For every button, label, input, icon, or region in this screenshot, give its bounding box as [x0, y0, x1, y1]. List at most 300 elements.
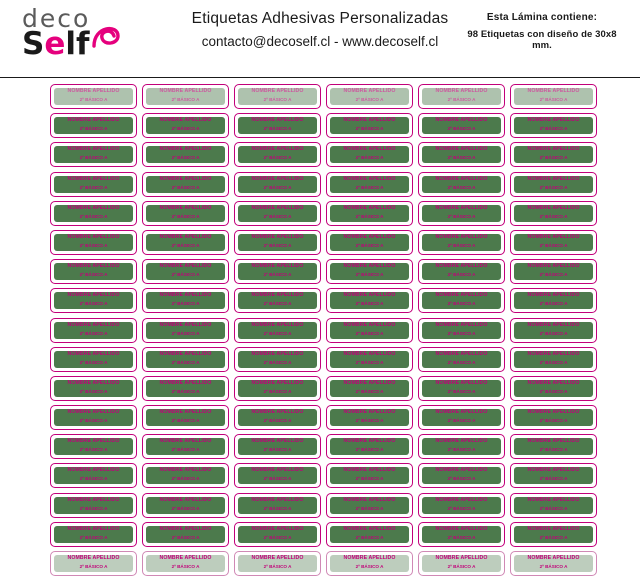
label-name-text: NOMBRE APELLIDO — [527, 146, 580, 153]
label-cell[interactable] — [234, 493, 321, 518]
label-cell[interactable] — [234, 434, 321, 459]
label-cell[interactable] — [326, 318, 413, 343]
label-name-text: NOMBRE APELLIDO — [343, 379, 396, 386]
label-class-text: 2º BÁSICO A — [79, 97, 108, 102]
label-class-text: 2º BÁSICO A — [171, 418, 200, 424]
label-class-text: 2º BÁSICO A — [263, 359, 292, 365]
label-class-text: 2º BÁSICO A — [447, 388, 476, 394]
label-cell[interactable] — [50, 113, 137, 138]
label-cell[interactable] — [142, 551, 229, 576]
label-cell[interactable] — [510, 84, 597, 109]
label-name-text: NOMBRE APELLIDO — [343, 525, 396, 532]
label-name-text: NOMBRE APELLIDO — [67, 146, 120, 153]
label-name-text: NOMBRE APELLIDO — [67, 175, 120, 182]
label-cell[interactable] — [50, 522, 137, 547]
label-class-text: 2º BÁSICO A — [79, 476, 108, 482]
label-class-text: 2º BÁSICO A — [171, 534, 200, 540]
label-name-text: NOMBRE APELLIDO — [343, 146, 396, 153]
label-name-text: NOMBRE APELLIDO — [435, 175, 488, 182]
label-cell[interactable] — [142, 405, 229, 430]
label-class-text: 2º BÁSICO A — [539, 534, 568, 540]
label-cell[interactable] — [50, 405, 137, 430]
label-cell[interactable] — [50, 142, 137, 167]
label-cell[interactable] — [142, 142, 229, 167]
label-class-text: 2º BÁSICO A — [263, 184, 292, 190]
label-cell[interactable] — [234, 259, 321, 284]
label-class-text: 2º BÁSICO A — [355, 242, 384, 248]
label-name-text: NOMBRE APELLIDO — [67, 88, 120, 94]
label-cell[interactable] — [510, 493, 597, 518]
label-cell[interactable] — [234, 463, 321, 488]
label-name-text: NOMBRE APELLIDO — [527, 438, 580, 445]
label-cell[interactable] — [418, 288, 505, 313]
label-name-text: NOMBRE APELLIDO — [435, 263, 488, 270]
label-cell[interactable] — [50, 84, 137, 109]
label-cell[interactable] — [510, 347, 597, 372]
label-name-text: NOMBRE APELLIDO — [343, 175, 396, 182]
label-cell[interactable] — [142, 259, 229, 284]
label-cell[interactable] — [326, 551, 413, 576]
label-name-text: NOMBRE APELLIDO — [343, 233, 396, 240]
label-cell[interactable] — [510, 259, 597, 284]
label-name-text: NOMBRE APELLIDO — [251, 409, 304, 416]
label-name-text: NOMBRE APELLIDO — [435, 292, 488, 299]
label-class-text: 2º BÁSICO A — [447, 359, 476, 365]
label-name-text: NOMBRE APELLIDO — [527, 292, 580, 299]
label-name-text: NOMBRE APELLIDO — [251, 292, 304, 299]
label-cell[interactable] — [142, 463, 229, 488]
label-cell[interactable] — [326, 522, 413, 547]
label-name-text: NOMBRE APELLIDO — [435, 146, 488, 153]
label-name-text: NOMBRE APELLIDO — [159, 467, 212, 474]
label-cell[interactable] — [326, 463, 413, 488]
label-class-text: 2º BÁSICO A — [171, 330, 200, 336]
label-class-text: 2º BÁSICO A — [355, 184, 384, 190]
label-name-text: NOMBRE APELLIDO — [251, 263, 304, 270]
sheet-info — [458, 12, 626, 51]
label-class-text: 2º BÁSICO A — [539, 155, 568, 161]
label-class-text: 2º BÁSICO A — [171, 242, 200, 248]
label-class-text: 2º BÁSICO A — [355, 330, 384, 336]
label-cell[interactable] — [326, 405, 413, 430]
label-cell[interactable] — [50, 318, 137, 343]
label-class-text: 2º BÁSICO A — [171, 301, 200, 307]
label-name-text: NOMBRE APELLIDO — [251, 88, 304, 94]
logo-text-deco: deco — [22, 4, 91, 33]
label-class-text: 2º BÁSICO A — [355, 155, 384, 161]
label-name-text: NOMBRE APELLIDO — [527, 555, 580, 561]
label-name-text: NOMBRE APELLIDO — [67, 555, 120, 561]
label-class-text: 2º BÁSICO A — [171, 126, 200, 132]
sheet-header — [0, 0, 640, 78]
label-name-text: NOMBRE APELLIDO — [435, 117, 488, 124]
label-class-text: 2º BÁSICO A — [79, 126, 108, 132]
label-class-text: 2º BÁSICO A — [171, 476, 200, 482]
label-name-text: NOMBRE APELLIDO — [67, 496, 120, 503]
label-class-text: 2º BÁSICO A — [447, 505, 476, 511]
label-class-text: 2º BÁSICO A — [447, 301, 476, 307]
label-name-text: NOMBRE APELLIDO — [67, 117, 120, 124]
label-name-text: NOMBRE APELLIDO — [435, 467, 488, 474]
label-class-text: 2º BÁSICO A — [355, 359, 384, 365]
label-class-text: 2º BÁSICO A — [263, 564, 292, 569]
label-class-text: 2º BÁSICO A — [539, 126, 568, 132]
label-cell[interactable] — [418, 172, 505, 197]
label-name-text: NOMBRE APELLIDO — [435, 496, 488, 503]
label-name-text: NOMBRE APELLIDO — [343, 496, 396, 503]
label-class-text: 2º BÁSICO A — [79, 564, 108, 569]
label-name-text: NOMBRE APELLIDO — [435, 233, 488, 240]
label-class-text: 2º BÁSICO A — [171, 564, 200, 569]
label-name-text: NOMBRE APELLIDO — [527, 409, 580, 416]
label-cell[interactable] — [510, 172, 597, 197]
label-class-text: 2º BÁSICO A — [355, 564, 384, 569]
label-cell[interactable] — [326, 493, 413, 518]
label-class-text: 2º BÁSICO A — [447, 330, 476, 336]
label-cell[interactable] — [50, 463, 137, 488]
label-class-text: 2º BÁSICO A — [539, 330, 568, 336]
label-class-text: 2º BÁSICO A — [263, 155, 292, 161]
label-name-text: NOMBRE APELLIDO — [435, 409, 488, 416]
label-class-text: 2º BÁSICO A — [447, 447, 476, 453]
label-class-text: 2º BÁSICO A — [171, 447, 200, 453]
label-cell[interactable] — [418, 259, 505, 284]
label-class-text: 2º BÁSICO A — [79, 388, 108, 394]
label-name-text: NOMBRE APELLIDO — [527, 263, 580, 270]
label-class-text: 2º BÁSICO A — [539, 242, 568, 248]
label-cell[interactable] — [50, 551, 137, 576]
label-class-text: 2º BÁSICO A — [355, 505, 384, 511]
label-class-text: 2º BÁSICO A — [263, 330, 292, 336]
label-cell[interactable] — [418, 405, 505, 430]
label-name-text: NOMBRE APELLIDO — [159, 88, 212, 94]
label-cell[interactable] — [142, 230, 229, 255]
label-name-text: NOMBRE APELLIDO — [251, 117, 304, 124]
label-name-text: NOMBRE APELLIDO — [159, 321, 212, 328]
label-class-text: 2º BÁSICO A — [539, 564, 568, 569]
label-cell[interactable] — [510, 522, 597, 547]
label-name-text: NOMBRE APELLIDO — [527, 321, 580, 328]
label-class-text: 2º BÁSICO A — [79, 330, 108, 336]
label-class-text: 2º BÁSICO A — [171, 272, 200, 278]
label-cell[interactable] — [326, 347, 413, 372]
label-cell[interactable] — [326, 113, 413, 138]
label-name-text: NOMBRE APELLIDO — [159, 379, 212, 386]
label-class-text: 2º BÁSICO A — [355, 418, 384, 424]
label-cell[interactable] — [418, 376, 505, 401]
label-name-text: NOMBRE APELLIDO — [527, 175, 580, 182]
label-cell[interactable] — [510, 463, 597, 488]
label-cell[interactable] — [234, 551, 321, 576]
label-cell[interactable] — [510, 201, 597, 226]
label-class-text: 2º BÁSICO A — [171, 359, 200, 365]
label-name-text: NOMBRE APELLIDO — [67, 321, 120, 328]
label-cell[interactable] — [510, 113, 597, 138]
label-class-text: 2º BÁSICO A — [263, 476, 292, 482]
label-name-text: NOMBRE APELLIDO — [67, 379, 120, 386]
label-name-text: NOMBRE APELLIDO — [251, 496, 304, 503]
label-cell[interactable] — [142, 522, 229, 547]
label-class-text: 2º BÁSICO A — [263, 301, 292, 307]
label-cell[interactable] — [418, 201, 505, 226]
label-name-text: NOMBRE APELLIDO — [251, 350, 304, 357]
label-cell[interactable] — [234, 347, 321, 372]
label-class-text: 2º BÁSICO A — [539, 213, 568, 219]
label-class-text: 2º BÁSICO A — [447, 126, 476, 132]
label-cell[interactable] — [418, 551, 505, 576]
label-name-text: NOMBRE APELLIDO — [435, 379, 488, 386]
label-name-text: NOMBRE APELLIDO — [67, 263, 120, 270]
sheet-info-line1: Esta Lámina contiene: — [486, 12, 598, 23]
label-class-text: 2º BÁSICO A — [263, 213, 292, 219]
label-cell[interactable] — [234, 113, 321, 138]
label-class-text: 2º BÁSICO A — [447, 564, 476, 569]
label-name-text: NOMBRE APELLIDO — [343, 467, 396, 474]
label-class-text: 2º BÁSICO A — [171, 155, 200, 161]
label-class-text: 2º BÁSICO A — [79, 242, 108, 248]
label-class-text: 2º BÁSICO A — [171, 505, 200, 511]
label-class-text: 2º BÁSICO A — [263, 388, 292, 394]
logo-letter-lf: lf — [65, 26, 90, 62]
label-cell[interactable] — [142, 376, 229, 401]
label-name-text: NOMBRE APELLIDO — [343, 204, 396, 211]
label-name-text: NOMBRE APELLIDO — [527, 117, 580, 124]
label-class-text: 2º BÁSICO A — [447, 272, 476, 278]
label-name-text: NOMBRE APELLIDO — [159, 350, 212, 357]
label-cell[interactable] — [142, 434, 229, 459]
label-class-text: 2º BÁSICO A — [447, 213, 476, 219]
label-name-text: NOMBRE APELLIDO — [159, 233, 212, 240]
label-cell[interactable] — [142, 113, 229, 138]
label-class-text: 2º BÁSICO A — [539, 184, 568, 190]
label-name-text: NOMBRE APELLIDO — [251, 379, 304, 386]
label-cell[interactable] — [234, 376, 321, 401]
label-cell[interactable] — [510, 318, 597, 343]
label-class-text: 2º BÁSICO A — [263, 272, 292, 278]
label-cell[interactable] — [510, 551, 597, 576]
label-name-text: NOMBRE APELLIDO — [527, 350, 580, 357]
label-name-text: NOMBRE APELLIDO — [159, 292, 212, 299]
label-class-text: 2º BÁSICO A — [263, 418, 292, 424]
label-name-text: NOMBRE APELLIDO — [527, 467, 580, 474]
label-cell[interactable] — [418, 434, 505, 459]
label-class-text: 2º BÁSICO A — [79, 272, 108, 278]
label-class-text: 2º BÁSICO A — [263, 242, 292, 248]
label-name-text: NOMBRE APELLIDO — [435, 438, 488, 445]
label-name-text: NOMBRE APELLIDO — [159, 555, 212, 561]
label-name-text: NOMBRE APELLIDO — [343, 555, 396, 561]
label-cell[interactable] — [510, 288, 597, 313]
label-class-text: 2º BÁSICO A — [355, 97, 384, 102]
label-class-text: 2º BÁSICO A — [171, 184, 200, 190]
label-name-text: NOMBRE APELLIDO — [343, 409, 396, 416]
label-cell[interactable] — [234, 84, 321, 109]
label-class-text: 2º BÁSICO A — [539, 418, 568, 424]
label-cell[interactable] — [326, 230, 413, 255]
logo-letter-s: S — [22, 26, 45, 62]
label-cell[interactable] — [50, 493, 137, 518]
label-class-text: 2º BÁSICO A — [263, 97, 292, 102]
label-name-text: NOMBRE APELLIDO — [527, 496, 580, 503]
label-cell[interactable] — [50, 230, 137, 255]
label-cell[interactable] — [142, 84, 229, 109]
label-class-text: 2º BÁSICO A — [447, 418, 476, 424]
label-class-text: 2º BÁSICO A — [355, 272, 384, 278]
label-class-text: 2º BÁSICO A — [79, 534, 108, 540]
label-name-text: NOMBRE APELLIDO — [67, 204, 120, 211]
label-class-text: 2º BÁSICO A — [171, 97, 200, 102]
label-name-text: NOMBRE APELLIDO — [251, 146, 304, 153]
label-name-text: NOMBRE APELLIDO — [251, 555, 304, 561]
label-cell[interactable] — [418, 463, 505, 488]
label-name-text: NOMBRE APELLIDO — [159, 496, 212, 503]
label-class-text: 2º BÁSICO A — [79, 184, 108, 190]
page-title: Etiquetas Adhesivas Personalizadas — [191, 10, 449, 27]
label-name-text: NOMBRE APELLIDO — [435, 204, 488, 211]
label-cell[interactable] — [418, 230, 505, 255]
label-cell[interactable] — [418, 522, 505, 547]
label-cell[interactable] — [510, 376, 597, 401]
label-class-text: 2º BÁSICO A — [263, 447, 292, 453]
label-cell[interactable] — [326, 288, 413, 313]
label-name-text: NOMBRE APELLIDO — [343, 321, 396, 328]
label-name-text: NOMBRE APELLIDO — [67, 350, 120, 357]
label-name-text: NOMBRE APELLIDO — [159, 117, 212, 124]
label-class-text: 2º BÁSICO A — [355, 301, 384, 307]
label-cell[interactable] — [142, 347, 229, 372]
label-class-text: 2º BÁSICO A — [539, 359, 568, 365]
label-class-text: 2º BÁSICO A — [539, 505, 568, 511]
label-name-text: NOMBRE APELLIDO — [159, 204, 212, 211]
label-cell[interactable] — [326, 259, 413, 284]
label-cell[interactable] — [326, 142, 413, 167]
label-name-text: NOMBRE APELLIDO — [343, 117, 396, 124]
label-name-text: NOMBRE APELLIDO — [159, 438, 212, 445]
label-name-text: NOMBRE APELLIDO — [67, 525, 120, 532]
label-cell[interactable] — [234, 288, 321, 313]
label-cell[interactable] — [326, 434, 413, 459]
label-class-text: 2º BÁSICO A — [539, 301, 568, 307]
label-name-text: NOMBRE APELLIDO — [527, 525, 580, 532]
label-class-text: 2º BÁSICO A — [447, 184, 476, 190]
label-cell[interactable] — [142, 288, 229, 313]
label-class-text: 2º BÁSICO A — [355, 447, 384, 453]
label-cell[interactable] — [418, 113, 505, 138]
label-cell[interactable] — [50, 376, 137, 401]
label-name-text: NOMBRE APELLIDO — [159, 409, 212, 416]
label-cell[interactable] — [234, 230, 321, 255]
label-cell[interactable] — [234, 142, 321, 167]
label-cell[interactable] — [326, 84, 413, 109]
label-cell[interactable] — [234, 172, 321, 197]
label-name-text: NOMBRE APELLIDO — [67, 292, 120, 299]
label-cell[interactable] — [418, 84, 505, 109]
label-name-text: NOMBRE APELLIDO — [435, 88, 488, 94]
label-cell[interactable] — [142, 201, 229, 226]
label-name-text: NOMBRE APELLIDO — [527, 233, 580, 240]
label-name-text: NOMBRE APELLIDO — [251, 525, 304, 532]
label-cell[interactable] — [418, 318, 505, 343]
label-class-text: 2º BÁSICO A — [79, 418, 108, 424]
label-name-text: NOMBRE APELLIDO — [343, 438, 396, 445]
label-grid — [50, 84, 598, 576]
label-cell[interactable] — [510, 405, 597, 430]
label-name-text: NOMBRE APELLIDO — [435, 525, 488, 532]
logo-letter-e: e — [44, 26, 66, 62]
label-class-text: 2º BÁSICO A — [447, 97, 476, 102]
label-name-text: NOMBRE APELLIDO — [435, 555, 488, 561]
label-cell[interactable] — [234, 405, 321, 430]
label-cell[interactable] — [50, 259, 137, 284]
label-name-text: NOMBRE APELLIDO — [159, 146, 212, 153]
label-cell[interactable] — [142, 493, 229, 518]
label-class-text: 2º BÁSICO A — [263, 534, 292, 540]
label-cell[interactable] — [510, 142, 597, 167]
label-class-text: 2º BÁSICO A — [79, 301, 108, 307]
label-cell[interactable] — [326, 201, 413, 226]
label-cell[interactable] — [50, 434, 137, 459]
label-name-text: NOMBRE APELLIDO — [67, 409, 120, 416]
label-cell[interactable] — [326, 172, 413, 197]
label-class-text: 2º BÁSICO A — [171, 388, 200, 394]
label-name-text: NOMBRE APELLIDO — [527, 204, 580, 211]
label-cell[interactable] — [50, 288, 137, 313]
label-name-text: NOMBRE APELLIDO — [251, 233, 304, 240]
contact-line: contacto@decoself.cl - www.decoself.cl — [201, 34, 439, 49]
label-class-text: 2º BÁSICO A — [539, 447, 568, 453]
label-class-text: 2º BÁSICO A — [79, 447, 108, 453]
label-class-text: 2º BÁSICO A — [539, 272, 568, 278]
label-class-text: 2º BÁSICO A — [79, 359, 108, 365]
label-class-text: 2º BÁSICO A — [355, 213, 384, 219]
label-class-text: 2º BÁSICO A — [355, 126, 384, 132]
label-name-text: NOMBRE APELLIDO — [251, 467, 304, 474]
sheet-info-line2: 98 Etiquetas con diseño de 30x8 mm. — [467, 29, 617, 51]
label-cell[interactable] — [234, 522, 321, 547]
label-cell[interactable] — [50, 347, 137, 372]
label-name-text: NOMBRE APELLIDO — [343, 88, 396, 94]
label-cell[interactable] — [418, 347, 505, 372]
label-cell[interactable] — [50, 201, 137, 226]
label-class-text: 2º BÁSICO A — [355, 476, 384, 482]
label-class-text: 2º BÁSICO A — [355, 388, 384, 394]
label-name-text: NOMBRE APELLIDO — [527, 88, 580, 94]
label-class-text: 2º BÁSICO A — [447, 476, 476, 482]
label-class-text: 2º BÁSICO A — [79, 505, 108, 511]
label-cell[interactable] — [50, 172, 137, 197]
label-class-text: 2º BÁSICO A — [263, 126, 292, 132]
label-name-text: NOMBRE APELLIDO — [251, 321, 304, 328]
label-cell[interactable] — [510, 230, 597, 255]
label-class-text: 2º BÁSICO A — [79, 213, 108, 219]
label-name-text: NOMBRE APELLIDO — [251, 204, 304, 211]
label-name-text: NOMBRE APELLIDO — [343, 350, 396, 357]
label-cell[interactable] — [326, 376, 413, 401]
label-cell[interactable] — [234, 318, 321, 343]
label-name-text: NOMBRE APELLIDO — [251, 438, 304, 445]
label-cell[interactable] — [142, 318, 229, 343]
label-class-text: 2º BÁSICO A — [171, 213, 200, 219]
label-cell[interactable] — [510, 434, 597, 459]
label-cell[interactable] — [418, 493, 505, 518]
label-cell[interactable] — [418, 142, 505, 167]
label-class-text: 2º BÁSICO A — [79, 155, 108, 161]
label-cell[interactable] — [234, 201, 321, 226]
label-cell[interactable] — [142, 172, 229, 197]
label-name-text: NOMBRE APELLIDO — [343, 292, 396, 299]
label-name-text: NOMBRE APELLIDO — [343, 263, 396, 270]
label-name-text: NOMBRE APELLIDO — [159, 263, 212, 270]
